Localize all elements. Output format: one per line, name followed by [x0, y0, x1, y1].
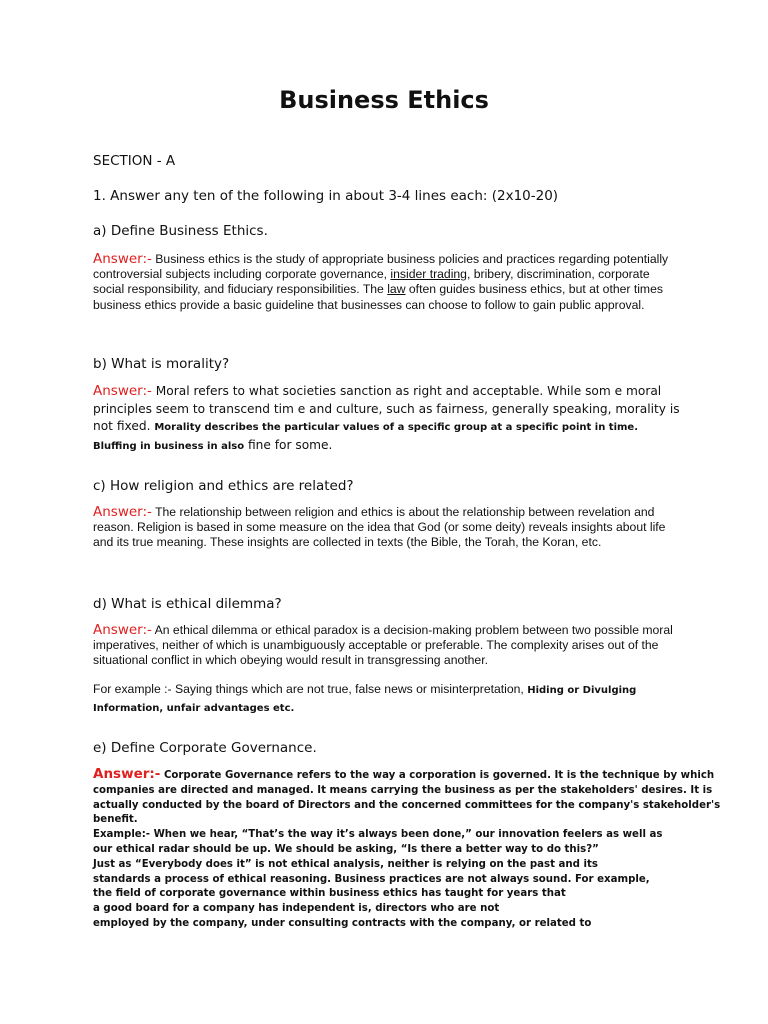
answer-b-text-1: Moral refers to what societies sanction as right and acceptable. While som e moral principles seem to transcend tim e and culture, such as fairness, generally speaking, morality is not fixed.: [93, 384, 680, 433]
answer-e-line-5: our ethical radar should be up. We should be asking, “Is there a better way to do this?”: [93, 843, 599, 855]
question-e: e) Define Corporate Governance.: [93, 740, 317, 756]
answer-d-text: An ethical dilemma or ethical paradox is a decision-making problem between two possible moral imperatives, neither of which is unambiguously acceptable or preferable. The complexity arises out of the situational conflict in which obeying would result in transgressing another.: [93, 623, 673, 668]
answer-e-line-3: benefit.: [93, 814, 138, 826]
answer-e-line-4: Example:- When we hear, “That’s the way it’s always been done,” our innovation feelers as well as: [93, 829, 663, 841]
answer-e-line-10: employed by the company, under consulting contracts with the company, or related to: [93, 917, 592, 929]
answer-e-line-6: Just as “Everybody does it” is not ethical analysis, neither is relying on the past and its: [93, 858, 598, 870]
question-b: b) What is morality?: [93, 356, 230, 372]
answer-a-text-3: often guides business ethics, but at other times business ethics provide a basic guideline that businesses can choose to follow to gain public approval.: [93, 282, 663, 312]
answer-b: [93, 383, 683, 455]
answer-a: [93, 252, 683, 313]
answer-label: Answer:-: [93, 383, 152, 399]
question-d: d) What is ethical dilemma?: [93, 596, 282, 612]
answer-c: [93, 505, 683, 551]
section-heading: SECTION - A: [93, 153, 176, 169]
answer-a-text-1: Business ethics is the study of appropriate business policies and practices regarding potentially controversial subjects including corporate governance,: [93, 252, 669, 282]
answer-label: Answer:-: [93, 622, 152, 638]
answer-a-text-2: , bribery, discrimination, corporate social responsibility, and fiduciary responsibilities. The: [93, 267, 650, 297]
question-c: c) How religion and ethics are related?: [93, 478, 354, 494]
answer-label: Answer:-: [93, 504, 152, 520]
answer-label: Answer:-: [93, 251, 152, 267]
law-link[interactable]: law: [387, 282, 406, 297]
answer-e-line-8: the field of corporate governance within business ethics has taught for years that: [93, 888, 566, 900]
answer-e-line-7: standards a process of ethical reasoning. Business practices are not always sound. For example,: [93, 873, 650, 885]
answer-d-example-bold: Hiding or Divulging Information, unfair advantages etc.: [93, 685, 637, 714]
question-a: a) Define Business Ethics.: [93, 223, 268, 239]
answer-b-text-2: Morality describes the particular values of a specific group at a specific point in time. Bluffing in business in also: [93, 422, 639, 452]
answer-e-line-2: actually conducted by the board of Directors and the concerned committees for the company's stakeholder's: [93, 799, 721, 811]
insider-trading-link[interactable]: insider trading: [390, 267, 467, 282]
answer-b-text-3: fine for some.: [247, 437, 333, 452]
answer-d: [93, 623, 683, 669]
answer-d-example: [93, 681, 683, 717]
instruction-text: 1. Answer any ten of the following in about 3-4 lines each: (2x10-20): [93, 188, 559, 204]
answer-d-example-text: For example :- Saying things which are not true, false news or misinterpretation,: [93, 682, 524, 696]
answer-c-text: The relationship between religion and ethics is about the relationship between revelation and reason. Religion is based in some measure on the idea that God (or some deity) reveals insights about life and its true meaning. These insights are collected in texts (the Bible, the Torah, the Koran, etc.: [93, 505, 666, 550]
answer-e: [93, 766, 721, 932]
answer-e-line-1: companies are directed and managed. It means carrying the business as per the stakeholders' desires. It is: [93, 784, 713, 796]
answer-e-line-9: a good board for a company has independent is, directors who are not: [93, 903, 500, 915]
answer-label: Answer:-: [93, 766, 161, 782]
answer-e-line-0: Corporate Governance refers to the way a corporation is governed. It is the technique by which: [163, 770, 715, 781]
document-title: Business Ethics: [279, 86, 489, 114]
